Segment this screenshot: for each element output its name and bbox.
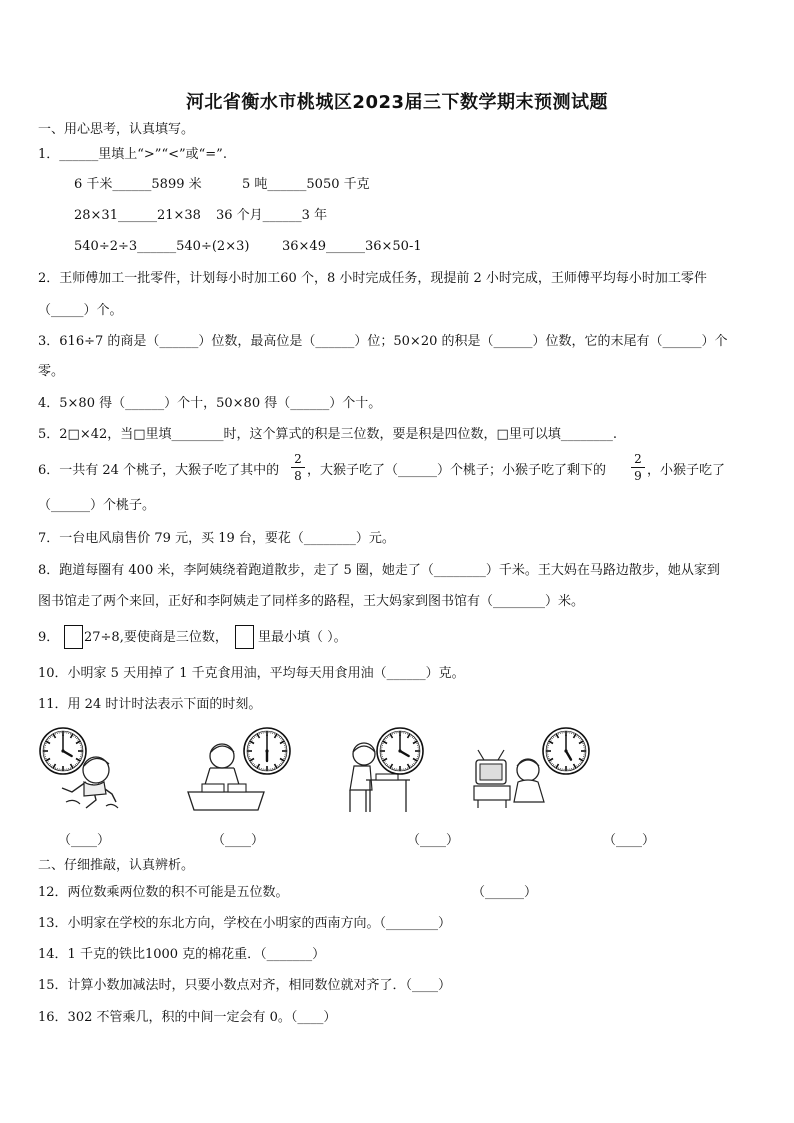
q1-row2-right: 36 个月______3 年 <box>216 208 328 223</box>
q6-part3: ，小猴子吃了 <box>647 463 726 478</box>
q6-fraction-2-numerator: 2 <box>634 452 642 466</box>
q1-row3-right: 36×49______36×50-1 <box>282 239 422 254</box>
q1-row3-left: 540÷2÷3______540÷(2×3) <box>74 239 250 254</box>
q12-text: 12．两位数乘两位数的积不可能是五位数。 <box>38 885 289 900</box>
q9-part2: 里最小填（ ）。 <box>258 630 347 645</box>
q8-line2: 图书馆走了两个来回，正好和李阿姨走了同样多的路程，王大妈家到图书馆有（________）米。 <box>38 594 585 609</box>
q12-answer-blank: （______） <box>472 885 538 900</box>
clock-center <box>265 749 268 752</box>
q6-fraction-1-numerator: 2 <box>294 452 302 466</box>
q15-text: 15．计算小数加减法时，只要小数点对齐，相同数位就对齐了．（____） <box>38 978 452 993</box>
q6-fraction-1 <box>291 452 305 483</box>
q11-answer-blank-3: （____） <box>407 833 460 848</box>
q9-blank-box-1 <box>64 625 83 649</box>
q9-blank-box-2 <box>235 625 254 649</box>
clock-center <box>61 749 64 752</box>
fraction-bar <box>631 467 645 468</box>
q9-number: 9． <box>38 630 60 645</box>
q8-line1: 8．跑道每圈有 400 米，李阿姨绕着跑道散步，走了 5 圈，她走了（________）千米。王大妈在马路边散步，她从家到 <box>38 563 720 578</box>
clock-center <box>564 749 567 752</box>
q6-part2: ，大猴子吃了（______）个桃子；小猴子吃了剩下的 <box>307 463 607 478</box>
q11-answer-blank-2: （____） <box>212 833 265 848</box>
q1-stem: 1．______里填上“>”“<”或“=”. <box>38 147 227 162</box>
section-2-heading: 二、仔细推敲，认真辨析。 <box>38 858 195 873</box>
q16-text: 16．302 不管乘几，积的中间一定会有 0。（____） <box>38 1010 337 1025</box>
section-1-heading: 一、用心思考，认真填写。 <box>38 122 195 137</box>
q2-line2: （_____）个。 <box>38 303 123 318</box>
q11-answer-blank-1: （____） <box>58 833 111 848</box>
q1-row1-right: 5 吨______5050 千克 <box>242 177 370 192</box>
q11-answer-blank-4: （____） <box>603 833 656 848</box>
clock-2 <box>242 726 292 776</box>
q3-line2: 零。 <box>38 364 65 379</box>
q6-part1: 6．一共有 24 个桃子，大猴子吃了其中的 <box>38 463 280 478</box>
q4-text: 4．5×80 得（______）个十，50×80 得（______）个十。 <box>38 396 382 411</box>
q5-text: 5．2□×42，当□里填________时，这个算式的积是三位数，要是积是四位数，□里可以填________. <box>38 427 617 442</box>
q11-text: 11．用 24 时计时法表示下面的时刻。 <box>38 697 262 712</box>
q7-text: 7．一台电风扇售价 79 元，买 19 台，要花（________）元。 <box>38 531 395 546</box>
page-title: 河北省衡水市桃城区2023届三下数学期末预测试题 <box>185 92 609 113</box>
q6-line2: （______）个桃子。 <box>38 498 156 513</box>
q3-line1: 3．616÷7 的商是（______）位数，最高位是（______）位；50×20 的积是（______）位数，它的末尾有（______）个 <box>38 334 728 349</box>
q1-row2-left: 28×31______21×38 <box>74 208 201 223</box>
clock-1 <box>38 726 88 776</box>
fraction-bar <box>291 467 305 468</box>
q9-part1: 27÷8,要使商是三位数， <box>84 630 228 645</box>
clock-3 <box>375 726 425 776</box>
q1-row1-left: 6 千米______5899 米 <box>74 177 202 192</box>
q6-fraction-2-denominator: 9 <box>634 469 642 483</box>
clock-center <box>398 749 401 752</box>
q14-text: 14．1 千克的铁比1000 克的棉花重．（_______） <box>38 947 326 962</box>
clock-4 <box>541 726 591 776</box>
q6-fraction-1-denominator: 8 <box>294 469 302 483</box>
q2-line1: 2．王师傅加工一批零件，计划每小时加工60 个，8 小时完成任务，现提前 2 小时完成，王师傅平均每小时加工零件 <box>38 271 707 286</box>
q6-fraction-2 <box>631 452 645 483</box>
tv-and-boy-figure <box>470 746 550 812</box>
q10-text: 10．小明家 5 天用掉了 1 千克食用油，平均每天用食用油（______）克。 <box>38 666 465 681</box>
q13-text: 13．小明家在学校的东北方向，学校在小明家的西南方向。（________） <box>38 916 452 931</box>
